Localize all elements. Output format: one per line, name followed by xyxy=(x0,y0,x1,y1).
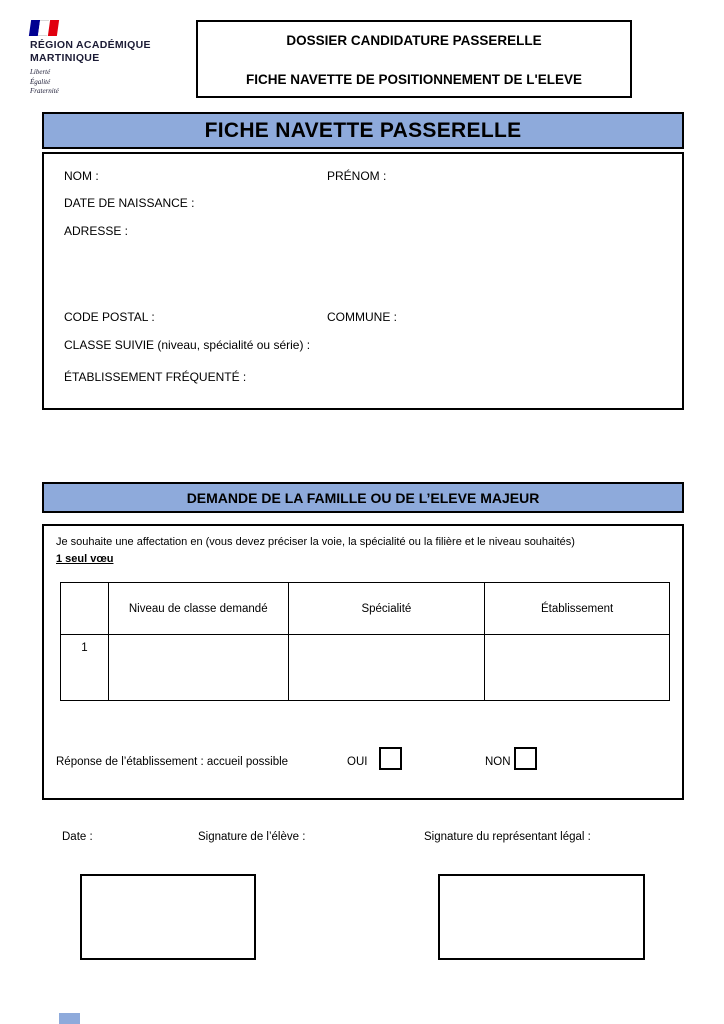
date-label: Date : xyxy=(62,831,93,843)
commune-label: COMMUNE : xyxy=(327,310,397,324)
demande-famille-banner: DEMANDE DE LA FAMILLE OU DE L’ELEVE MAJEUR xyxy=(42,482,684,513)
header-title-line1: DOSSIER CANDIDATURE PASSERELLE xyxy=(286,33,542,48)
signature-eleve-box[interactable] xyxy=(80,874,256,960)
voeu-col-niveau: Niveau de classe demandé xyxy=(108,583,288,635)
voeu-table xyxy=(60,582,670,701)
seul-voeu-label: 1 seul vœu xyxy=(56,553,114,565)
region-academique-logo xyxy=(30,20,190,97)
fiche-navette-banner: FICHE NAVETTE PASSERELLE xyxy=(42,112,684,149)
voeu-niveau-cell[interactable] xyxy=(108,635,288,701)
oui-checkbox[interactable] xyxy=(379,747,402,770)
prenom-label: PRÉNOM : xyxy=(327,169,387,183)
signature-eleve-label: Signature de l’élève : xyxy=(198,831,306,843)
etablissement-frequente-label: ÉTABLISSEMENT FRÉQUENTÉ : xyxy=(64,370,247,384)
voeu-col-etablissement: Établissement xyxy=(485,583,670,635)
voeu-number-cell: 1 xyxy=(61,635,109,701)
motto-egalite: Égalité xyxy=(30,77,51,86)
non-label: NON xyxy=(485,756,511,768)
voeu-row-1 xyxy=(61,635,670,701)
oui-label: OUI xyxy=(347,756,368,768)
voeu-col-specialite: Spécialité xyxy=(288,583,485,635)
date-naissance-label: DATE DE NAISSANCE : xyxy=(64,196,195,210)
signature-representant-label: Signature du représentant légal : xyxy=(424,831,591,843)
reponse-etablissement-label: Réponse de l’établissement : accueil possible xyxy=(56,756,289,768)
french-flag-icon xyxy=(30,20,58,36)
motto-liberte: Liberté xyxy=(30,68,51,77)
adresse-label: ADRESSE : xyxy=(64,224,129,238)
identity-section xyxy=(42,152,684,410)
demande-section xyxy=(42,524,684,800)
nom-label: NOM : xyxy=(64,169,99,183)
logo-region-line2: MARTINIQUE xyxy=(30,52,100,65)
affectation-intro-text: Je souhaite une affectation en (vous devez préciser la voie, la spécialité ou la filière et le niveau souhaités) xyxy=(56,536,575,548)
logo-motto xyxy=(30,68,190,96)
logo-region-line1: RÉGION ACADÉMIQUE xyxy=(30,39,151,51)
classe-suivie-label: CLASSE SUIVIE (niveau, spécialité ou série) : xyxy=(64,338,311,352)
voeu-table-header-row xyxy=(61,583,670,635)
voeu-specialite-cell[interactable] xyxy=(288,635,485,701)
non-checkbox[interactable] xyxy=(514,747,537,770)
motto-fraternite: Fraternité xyxy=(30,87,59,96)
flag-stripe-red xyxy=(48,20,60,36)
voeu-etablissement-cell[interactable] xyxy=(485,635,670,701)
voeu-col-blank xyxy=(61,583,109,635)
document-header-box xyxy=(196,20,632,98)
code-postal-label: CODE POSTAL : xyxy=(64,310,155,324)
header-title-line2: FICHE NAVETTE DE POSITIONNEMENT DE L'ELEVE xyxy=(246,72,582,87)
footer-blue-mark xyxy=(59,1013,80,1024)
signature-representant-box[interactable] xyxy=(438,874,645,960)
